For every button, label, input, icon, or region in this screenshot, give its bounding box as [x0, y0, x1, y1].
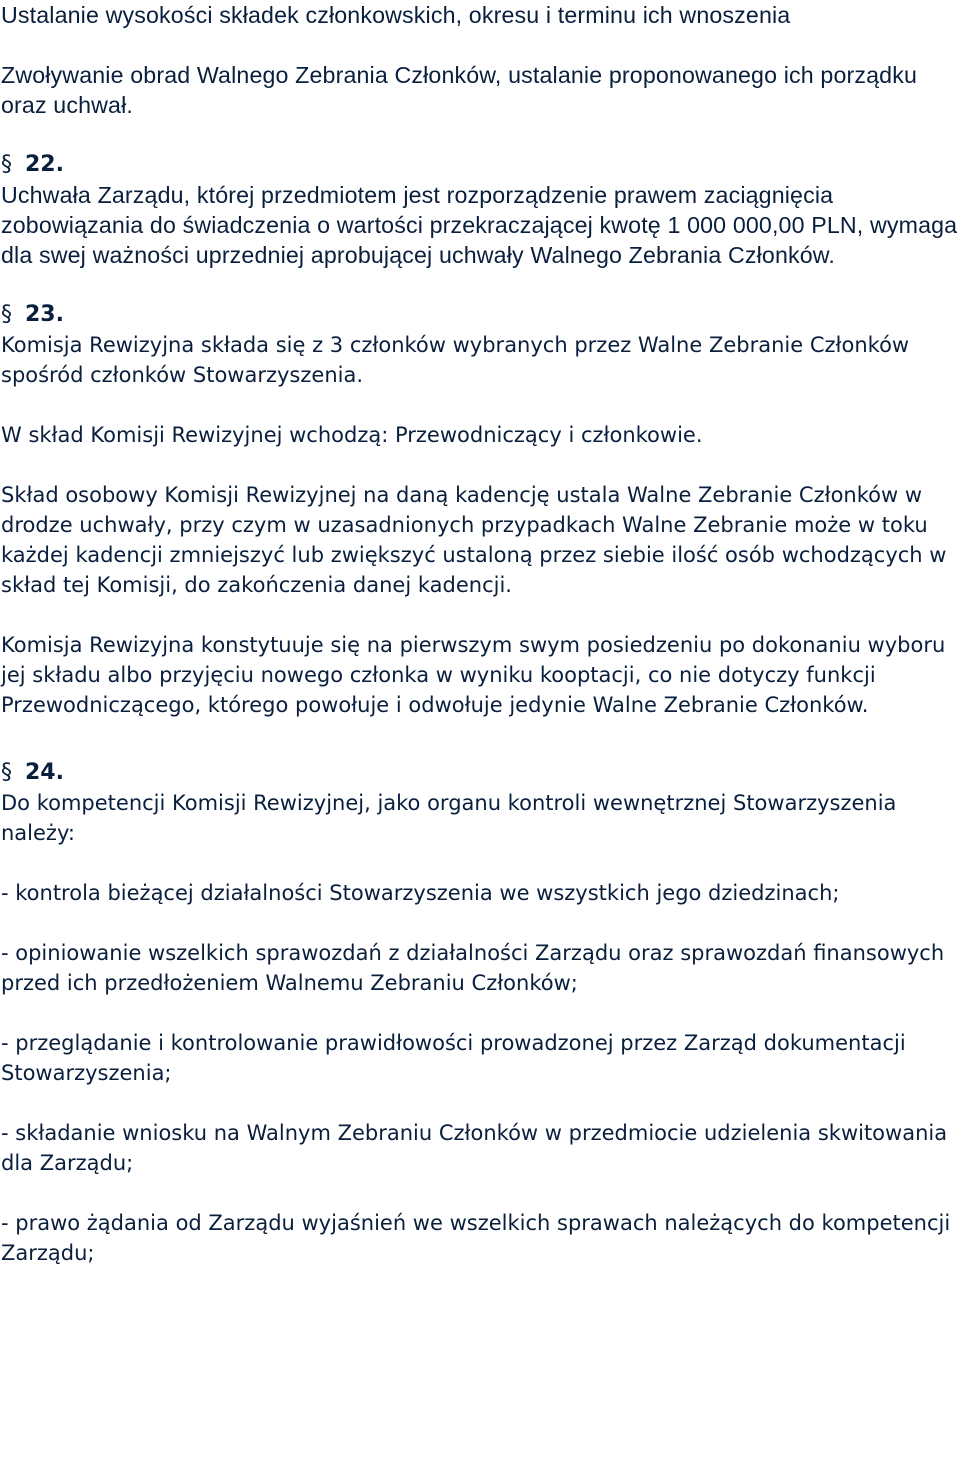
- section-24-intro: Do kompetencji Komisji Rewizyjnej, jako organu kontroli wewnętrznej Stowarzyszenia należy:: [1, 791, 897, 845]
- section-23-heading: [1, 300, 960, 330]
- spacer: [1, 390, 960, 420]
- spacer: [1, 750, 960, 758]
- spacer: [1, 1178, 960, 1208]
- spacer: [1, 908, 960, 938]
- section-22-heading: [1, 150, 960, 180]
- list-item: - opiniowanie wszelkich sprawozdań z działalności Zarządu oraz sprawozdań finansowych przed ich przedłożeniem Walnemu Zebraniu Członków;: [1, 941, 945, 995]
- section-24-heading: [1, 758, 960, 788]
- spacer: [1, 998, 960, 1028]
- spacer: [1, 848, 960, 878]
- spacer: [1, 30, 960, 60]
- section-23-paragraph-1: Komisja Rewizyjna składa się z 3 członków wybranych przez Walne Zebranie Członków spośród członków Stowarzyszenia.: [1, 333, 910, 387]
- section-23-paragraph-2: W skład Komisji Rewizyjnej wchodzą: Przewodniczący i członkowie.: [1, 423, 703, 447]
- list-item: - prawo żądania od Zarządu wyjaśnień we wszelkich sprawach należących do kompetencji Zarządu;: [1, 1211, 951, 1265]
- paragraph-membership-fees: Ustalanie wysokości składek członkowskich, okresu i terminu ich wnoszenia: [1, 2, 791, 28]
- section-24-number: 24.: [25, 760, 64, 785]
- section-22-text: Uchwała Zarządu, której przedmiotem jest rozporządzenie prawem zaciągnięcia zobowiązania do świadczenia o wartości przekraczającej kwotę 1 000 000,00 PLN, wymaga dla swej ważności uprzedniej aprobującej uchwały Walnego Zebrania Członków.: [1, 182, 958, 268]
- section-23-paragraph-3: Skład osobowy Komisji Rewizyjnej na daną kadencję ustala Walne Zebranie Członków w drodze uchwały, przy czym w uzasadnionych przypadkach Walne Zebranie może w toku każdej kadencji zmniejszyć lub zwiększyć ustaloną przez siebie ilość osób wchodzących w skład tej Komisji, do zakończenia danej kadencji.: [1, 483, 947, 597]
- list-item: - przeglądanie i kontrolowanie prawidłowości prowadzonej przez Zarząd dokumentacji Stowarzyszenia;: [1, 1031, 906, 1085]
- spacer: [1, 450, 960, 480]
- paragraph-convening-meeting: Zwoływanie obrad Walnego Zebrania Członków, ustalanie proponowanego ich porządku oraz uchwał.: [1, 62, 917, 118]
- spacer: [1, 720, 960, 750]
- spacer: [1, 1088, 960, 1118]
- section-sign-icon: §: [1, 152, 12, 177]
- section-23-number: 23.: [25, 302, 64, 327]
- spacer: [1, 270, 960, 300]
- section-sign-icon: §: [1, 302, 12, 327]
- list-item: - kontrola bieżącej działalności Stowarzyszenia we wszystkich jego dziedzinach;: [1, 881, 840, 905]
- section-22-number: 22.: [25, 152, 64, 177]
- spacer: [1, 600, 960, 630]
- section-23-paragraph-4: Komisja Rewizyjna konstytuuje się na pierwszym swym posiedzeniu po dokonaniu wyboru jej składu albo przyjęciu nowego członka w wyniku kooptacji, co nie dotyczy funkcji Przewodniczącego, którego powołuje i odwołuje jedynie Walne Zebranie Członków.: [1, 633, 946, 717]
- section-sign-icon: §: [1, 760, 12, 785]
- spacer: [1, 120, 960, 150]
- list-item: - składanie wniosku na Walnym Zebraniu Członków w przedmiocie udzielenia skwitowania dla Zarządu;: [1, 1121, 948, 1175]
